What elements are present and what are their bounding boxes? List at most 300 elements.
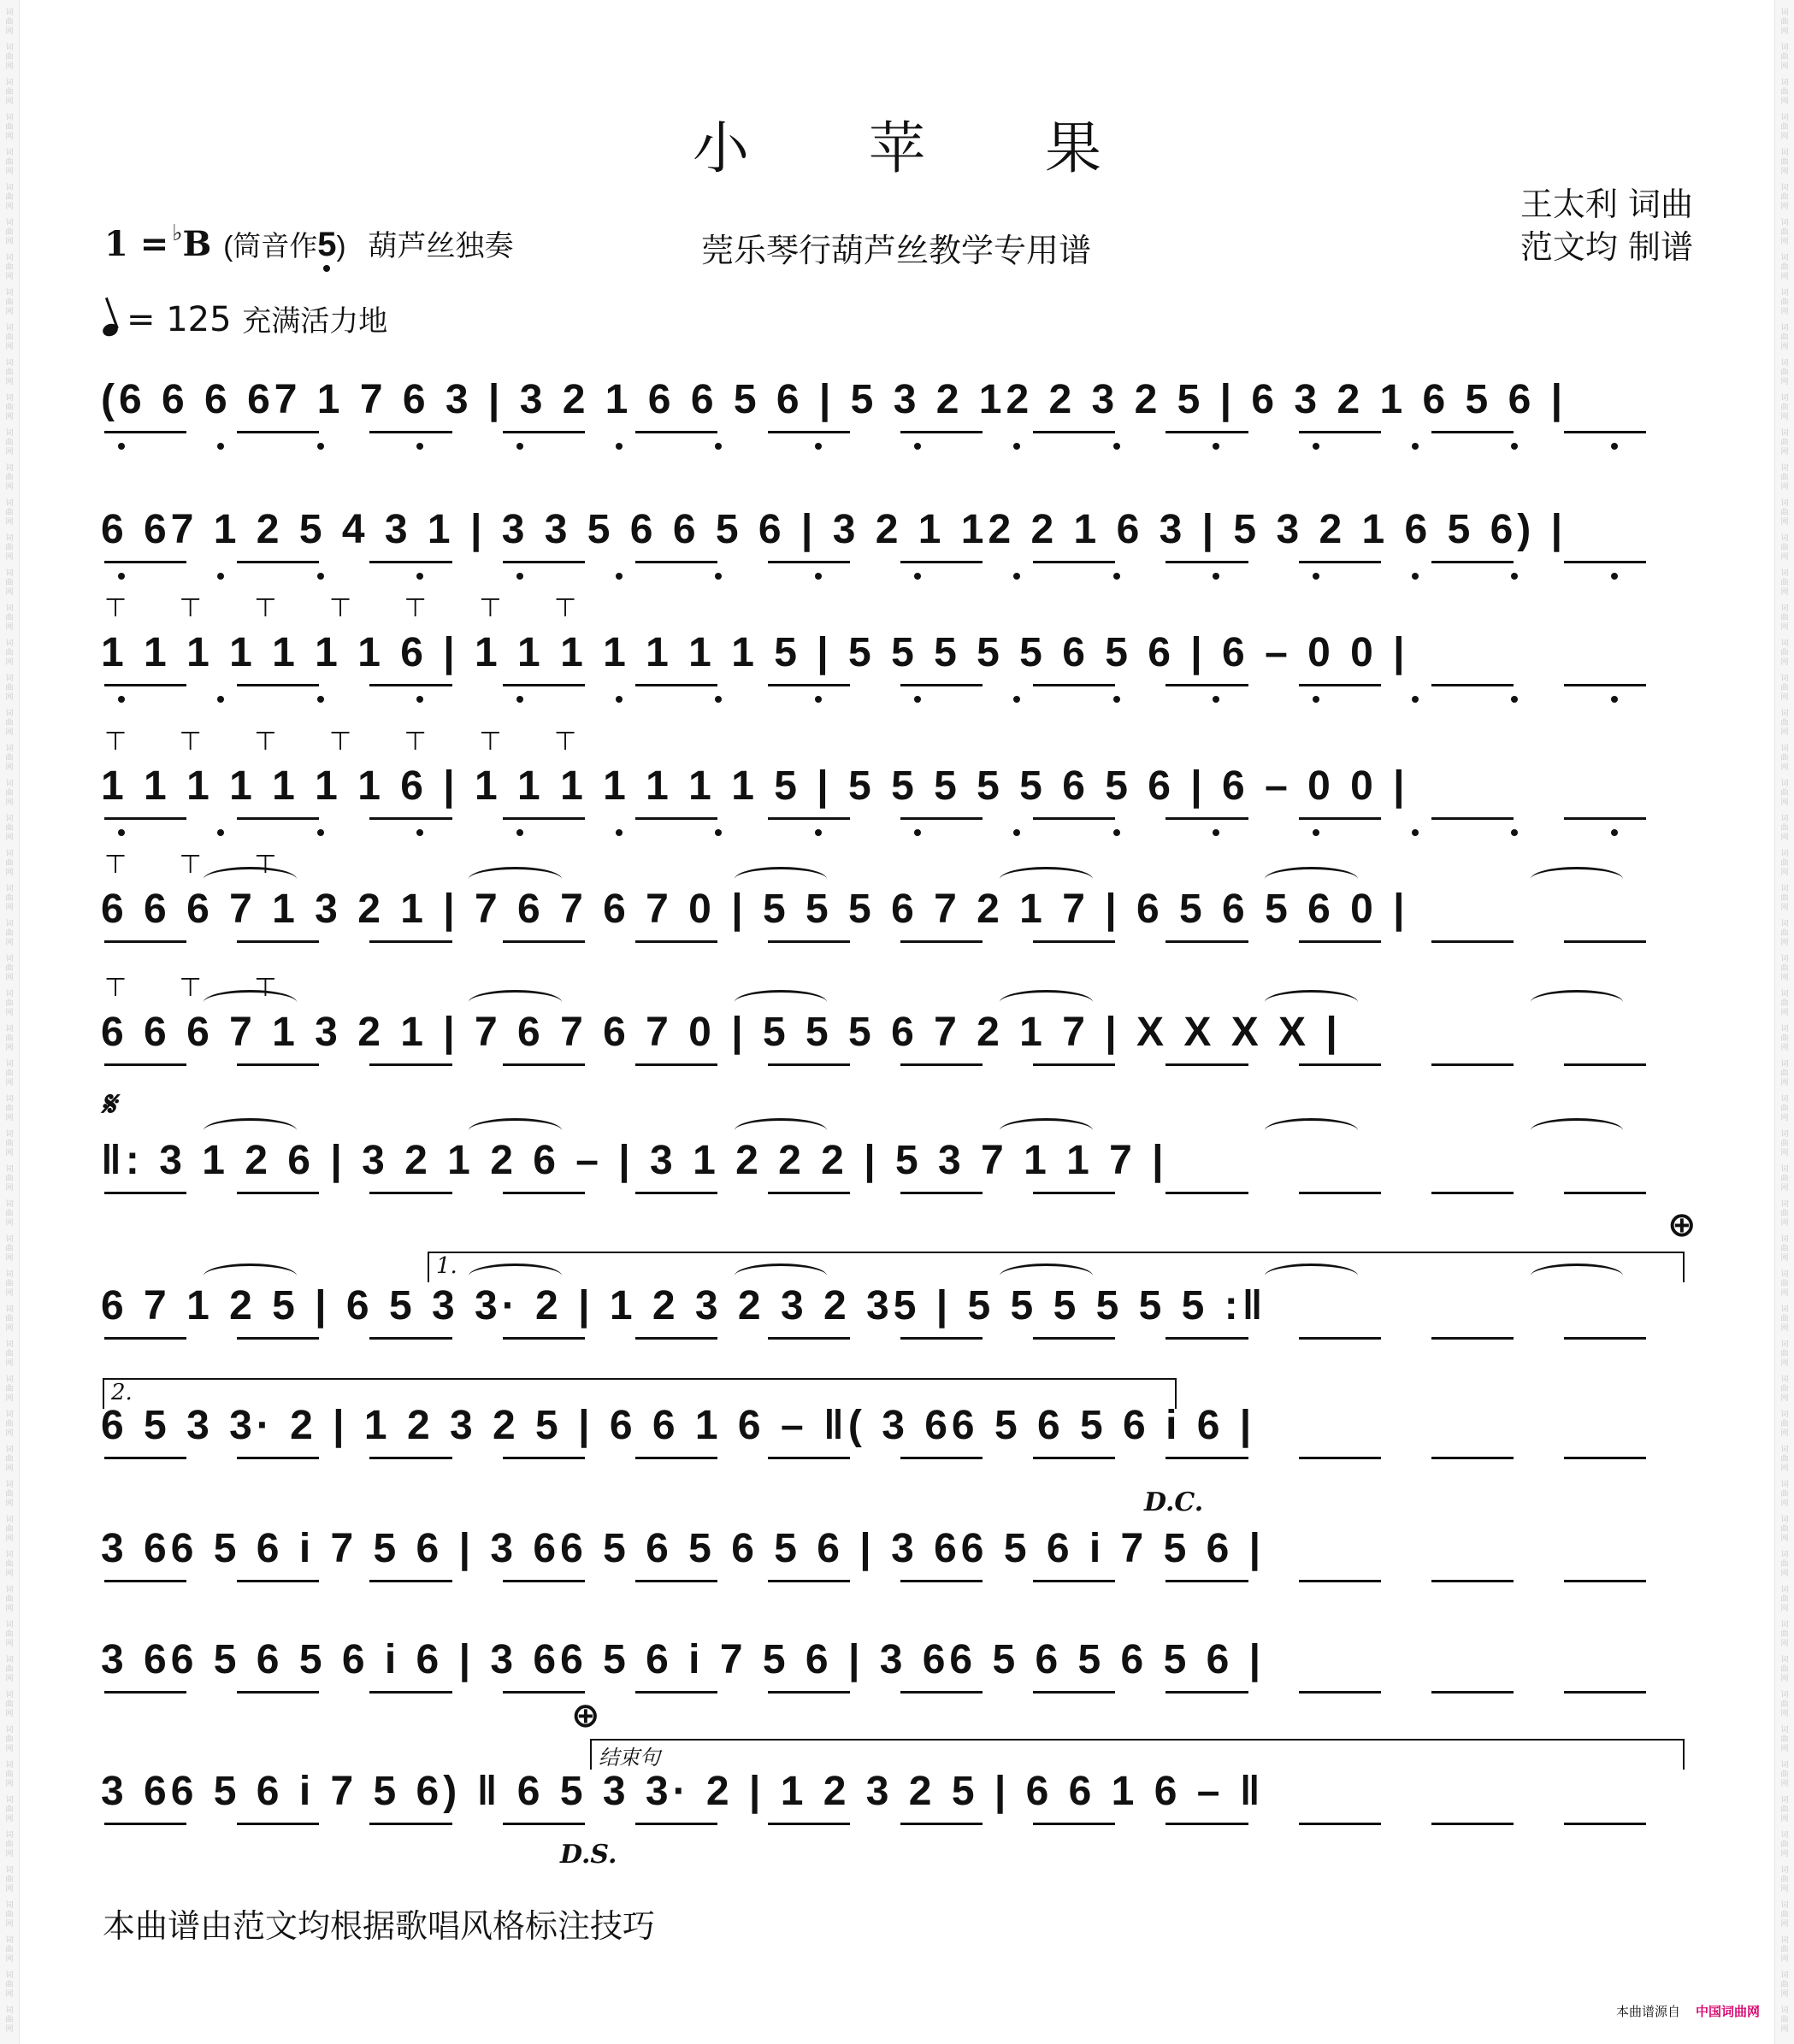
score-line xyxy=(101,1525,1693,1619)
octave-dot xyxy=(217,573,224,580)
beam-line xyxy=(635,684,717,686)
beam-line xyxy=(369,1063,451,1066)
octave-dot xyxy=(815,443,822,450)
watermark-text: 词 曲 网 xyxy=(1780,1866,1789,1894)
ending-1-label: 1. xyxy=(436,1253,457,1279)
beam-line xyxy=(503,940,585,943)
beam-line xyxy=(1564,561,1646,563)
slur xyxy=(1265,990,1358,1015)
watermark-text: 词 曲 网 xyxy=(1780,955,1789,982)
watermark-text: 词 曲 网 xyxy=(5,1761,14,1788)
beam-line xyxy=(104,1580,186,1582)
beam-line xyxy=(1033,1063,1115,1066)
tempo-value: = 125 xyxy=(127,300,232,339)
watermark-text: 词 曲 网 xyxy=(1780,1340,1789,1368)
watermark-text: 词 曲 网 xyxy=(5,79,14,106)
beam-line xyxy=(369,684,451,686)
beam-line xyxy=(1299,1457,1381,1459)
beam-line xyxy=(104,431,186,433)
beam-line xyxy=(1166,684,1248,686)
notation-text: (6 6 6 67 1 7 6 3 | 3 2 1 6 6 5 6 | 5 3 2 12 2 3 2 5 | 6 3 2 1 6 5 6 | xyxy=(101,377,1567,422)
beam-line xyxy=(104,1337,186,1340)
beam-line xyxy=(1299,817,1381,820)
beam-line xyxy=(104,1192,186,1194)
lyricist-composer: 王太利 词曲 xyxy=(1520,186,1693,223)
beam-line xyxy=(1564,684,1646,686)
octave-dot xyxy=(416,573,423,580)
quarter-note-icon xyxy=(101,321,120,338)
beam-line xyxy=(635,817,717,820)
beam-line xyxy=(1033,817,1115,820)
watermark-text: 词 曲 网 xyxy=(1780,499,1789,527)
watermark-text: 词 曲 网 xyxy=(1780,1095,1789,1122)
watermark-text: 词 曲 网 xyxy=(5,1516,14,1543)
octave-dot xyxy=(1213,696,1219,703)
tempo-text: 充满活力地 xyxy=(242,304,388,339)
beam-line xyxy=(237,1192,319,1194)
beam-line xyxy=(503,1063,585,1066)
octave-dot xyxy=(914,573,921,580)
octave-dot xyxy=(1611,696,1618,703)
slur xyxy=(204,990,297,1015)
beam-line xyxy=(635,1580,717,1582)
beam-line xyxy=(369,1823,451,1825)
octave-dot xyxy=(1313,696,1319,703)
watermark-text: 词 曲 网 xyxy=(1780,534,1789,562)
watermark-text: 词 曲 网 xyxy=(5,394,14,421)
beam-line xyxy=(1564,431,1646,433)
octave-dot xyxy=(317,696,324,703)
watermark-text: 词 曲 网 xyxy=(5,674,14,702)
octave-dot xyxy=(815,829,822,836)
beam-line xyxy=(1564,817,1646,820)
beam-line xyxy=(237,684,319,686)
watermark-text: 词 曲 网 xyxy=(1780,920,1789,947)
beam-line xyxy=(237,1691,319,1694)
beam-line xyxy=(1431,1580,1514,1582)
octave-dot xyxy=(1511,829,1518,836)
score-line xyxy=(101,506,1693,600)
beam-line xyxy=(900,1580,983,1582)
source-site-link[interactable]: 中国词曲网 xyxy=(1695,2004,1760,2019)
watermark-text: 词 曲 网 xyxy=(5,44,14,71)
beam-line xyxy=(104,684,186,686)
beam-line xyxy=(768,684,850,686)
watermark-text: 词 曲 网 xyxy=(1780,289,1789,316)
beam-line xyxy=(768,1063,850,1066)
watermark-text: 词 曲 网 xyxy=(1780,1901,1789,1929)
watermark-text: 词 曲 网 xyxy=(5,1656,14,1683)
watermark-text: 词 曲 网 xyxy=(1780,1411,1789,1438)
watermark-text: 词 曲 网 xyxy=(5,114,14,141)
beam-line xyxy=(1033,940,1115,943)
watermark-text: 词 曲 网 xyxy=(5,1095,14,1122)
beam-line xyxy=(635,561,717,563)
octave-dot xyxy=(416,696,423,703)
watermark-text: 词 曲 网 xyxy=(1780,1270,1789,1298)
beam-line xyxy=(1299,1691,1381,1694)
watermark-text: 词 曲 网 xyxy=(1780,149,1789,176)
slur xyxy=(1000,990,1093,1015)
beam-line xyxy=(1564,1457,1646,1459)
watermark-text: 词 曲 网 xyxy=(5,780,14,807)
beam-line xyxy=(900,1337,983,1340)
watermark-text: 词 曲 网 xyxy=(5,955,14,982)
score-line xyxy=(101,850,1693,980)
octave-dot xyxy=(1611,829,1618,836)
slur xyxy=(735,1118,828,1143)
beam-line xyxy=(1431,1337,1514,1340)
watermark-text: 词 曲 网 xyxy=(1780,639,1789,667)
source-credit xyxy=(1616,2002,1760,2020)
slur xyxy=(735,990,828,1015)
slur xyxy=(204,1118,297,1143)
slur xyxy=(1531,990,1624,1015)
notation-text: 6 6 6 7 1 3 2 1 | 7 6 7 6 7 0 | 5 5 5 6 7 2 1 7 | X X X X | xyxy=(101,1010,1342,1055)
watermark-text: 词 曲 网 xyxy=(5,1586,14,1613)
beam-line xyxy=(237,1457,319,1459)
watermark-text: 词 曲 网 xyxy=(5,1235,14,1263)
watermark-text: 词 曲 网 xyxy=(1780,114,1789,141)
octave-dot xyxy=(1313,829,1319,836)
watermark-text: 词 曲 网 xyxy=(5,1375,14,1403)
beam-line xyxy=(503,1580,585,1582)
beam-line xyxy=(1299,1063,1381,1066)
watermark-text: 词 曲 网 xyxy=(5,2006,14,2034)
watermark-text: 词 曲 网 xyxy=(5,569,14,597)
notation-text: 3 66 5 6 i 7 5 6) ‖ 6 5 3 3· 2 | 1 2 3 2 5 | 6 6 1 6 – ‖ xyxy=(101,1769,1265,1814)
ending-2-label: 2. xyxy=(111,1380,133,1405)
slur xyxy=(1265,867,1358,892)
score-line xyxy=(101,1402,1693,1496)
beam-line xyxy=(1299,1192,1381,1194)
beam-line xyxy=(1166,1063,1248,1066)
left-watermark-strip xyxy=(0,0,20,2044)
watermark-text: 词 曲 网 xyxy=(1780,1516,1789,1543)
ending-2-bracket xyxy=(103,1378,1177,1409)
beam-line xyxy=(237,431,319,433)
beam-line xyxy=(237,940,319,943)
octave-dot xyxy=(516,829,523,836)
beam-line xyxy=(369,940,451,943)
dc-marking: D.C. xyxy=(1144,1487,1204,1517)
octave-dot xyxy=(1511,443,1518,450)
beam-line xyxy=(503,1823,585,1825)
beam-line xyxy=(768,1337,850,1340)
ending-final-bracket xyxy=(590,1739,1685,1770)
watermark-text: 词 曲 网 xyxy=(5,359,14,386)
watermark-text: 词 曲 网 xyxy=(1780,1446,1789,1473)
slur xyxy=(1531,867,1624,892)
watermark-text: 词 曲 网 xyxy=(1780,674,1789,702)
beam-line xyxy=(1166,1337,1248,1340)
key-signature xyxy=(104,221,513,264)
watermark-text: 词 曲 网 xyxy=(1780,1621,1789,1648)
octave-dot xyxy=(118,696,125,703)
beam-line xyxy=(369,1457,451,1459)
watermark-text: 词 曲 网 xyxy=(1780,604,1789,632)
watermark-text: 词 曲 网 xyxy=(5,604,14,632)
beam-line xyxy=(104,1457,186,1459)
ds-marking: D.S. xyxy=(560,1840,617,1870)
watermark-text: 词 曲 网 xyxy=(1780,1375,1789,1403)
beam-line xyxy=(768,1691,850,1694)
octave-dot xyxy=(914,443,921,450)
slur xyxy=(735,867,828,892)
watermark-text: 词 曲 网 xyxy=(1780,569,1789,597)
octave-dot xyxy=(118,573,125,580)
watermark-text: 词 曲 网 xyxy=(1780,44,1789,71)
beam-line xyxy=(1299,561,1381,563)
slur xyxy=(204,1264,297,1288)
beam-line xyxy=(1166,1580,1248,1582)
octave-dot xyxy=(217,443,224,450)
beam-line xyxy=(503,684,585,686)
watermark-text: 词 曲 网 xyxy=(1780,1305,1789,1333)
score-line xyxy=(101,1282,1693,1376)
watermark-text: 词 曲 网 xyxy=(1780,359,1789,386)
beam-line xyxy=(768,1580,850,1582)
watermark-text: 词 曲 网 xyxy=(1780,990,1789,1017)
watermark-text: 词 曲 网 xyxy=(1780,1656,1789,1683)
notation-text: 6 6 6 7 1 3 2 1 | 7 6 7 6 7 0 | 5 5 5 6 7 2 1 7 | 6 5 6 5 6 0 | xyxy=(101,887,1409,932)
watermark-text: 词 曲 网 xyxy=(1780,79,1789,106)
watermark-text: 词 曲 网 xyxy=(5,1270,14,1298)
octave-dot xyxy=(616,696,623,703)
ending-final-label: 结束句 xyxy=(599,1746,660,1770)
beam-line xyxy=(1166,1457,1248,1459)
flat-sign-icon: ♭ xyxy=(172,221,183,246)
watermark-text: 词 曲 网 xyxy=(5,464,14,492)
beam-line xyxy=(1431,1063,1514,1066)
watermark-text: 词 曲 网 xyxy=(1780,184,1789,211)
beam-line xyxy=(1431,431,1514,433)
arranger: 范文均 制谱 xyxy=(1520,228,1693,266)
watermark-text: 词 曲 网 xyxy=(1780,1165,1789,1193)
tempo-marking xyxy=(103,297,387,339)
watermark-text: 词 曲 网 xyxy=(5,1411,14,1438)
watermark-text: 词 曲 网 xyxy=(1780,1130,1789,1157)
watermark-text: 词 曲 网 xyxy=(1780,745,1789,772)
beam-line xyxy=(104,1063,186,1066)
watermark-text: 词 曲 网 xyxy=(5,885,14,912)
watermark-text: 词 曲 网 xyxy=(5,1130,14,1157)
octave-dot xyxy=(914,696,921,703)
tonguing-marks: ⊤ ⊤ ⊤ ⊤ ⊤ ⊤ ⊤ xyxy=(104,727,599,757)
beam-line xyxy=(1431,561,1514,563)
octave-dot xyxy=(815,696,822,703)
octave-dot xyxy=(1013,443,1020,450)
slur xyxy=(1000,867,1093,892)
octave-dot xyxy=(815,573,822,580)
beam-line xyxy=(1431,1457,1514,1459)
watermark-text: 词 曲 网 xyxy=(1780,394,1789,421)
beam-line xyxy=(1166,1691,1248,1694)
watermark-text: 词 曲 网 xyxy=(5,1481,14,1508)
tonguing-marks: ⊤ ⊤ ⊤ ⊤ ⊤ ⊤ ⊤ xyxy=(104,593,599,623)
watermark-text: 词 曲 网 xyxy=(1780,219,1789,246)
notation-text: 6 67 1 2 5 4 3 1 | 3 3 5 6 6 5 6 | 3 2 1 12 2 1 6 3 | 5 3 2 1 6 5 6) | xyxy=(101,507,1567,552)
key-paren-note: 5 xyxy=(317,226,337,263)
beam-line xyxy=(104,940,186,943)
octave-dot xyxy=(317,573,324,580)
octave-dot xyxy=(317,829,324,836)
watermark-text: 词 曲 网 xyxy=(1780,1025,1789,1052)
watermark-text: 词 曲 网 xyxy=(1780,1200,1789,1228)
watermark-text: 词 曲 网 xyxy=(5,1025,14,1052)
watermark-text: 词 曲 网 xyxy=(5,710,14,737)
beam-line xyxy=(237,561,319,563)
watermark-text: 词 曲 网 xyxy=(5,990,14,1017)
watermark-text: 词 曲 网 xyxy=(5,1551,14,1578)
beam-line xyxy=(1033,1337,1115,1340)
beam-line xyxy=(1431,940,1514,943)
beam-line xyxy=(237,1580,319,1582)
octave-dot xyxy=(1213,573,1219,580)
watermark-text: 词 曲 网 xyxy=(1780,1551,1789,1578)
beam-line xyxy=(1564,1192,1646,1194)
watermark-text: 词 曲 网 xyxy=(5,1936,14,1964)
score-line xyxy=(101,376,1693,470)
octave-dot xyxy=(715,573,722,580)
beam-line xyxy=(1564,1580,1646,1582)
beam-line xyxy=(900,1457,983,1459)
notation-text: 3 66 5 6 5 6 i 6 | 3 66 5 6 i 7 5 6 | 3 66 5 6 5 6 5 6 | xyxy=(101,1637,1266,1682)
octave-dot xyxy=(1013,829,1020,836)
beam-line xyxy=(369,817,451,820)
beam-line xyxy=(503,561,585,563)
watermark-text: 词 曲 网 xyxy=(1780,1726,1789,1753)
octave-dot xyxy=(914,829,921,836)
watermark-text: 词 曲 网 xyxy=(5,815,14,842)
notation-text: 3 66 5 6 i 7 5 6 | 3 66 5 6 5 6 5 6 | 3 66 5 6 i 7 5 6 | xyxy=(101,1526,1266,1571)
beam-line xyxy=(1564,1691,1646,1694)
watermark-text: 词 曲 网 xyxy=(5,1340,14,1368)
beam-line xyxy=(1299,940,1381,943)
beam-line xyxy=(1564,940,1646,943)
beam-line xyxy=(768,1192,850,1194)
slur xyxy=(469,867,562,892)
beam-line xyxy=(237,1823,319,1825)
beam-line xyxy=(1033,1580,1115,1582)
octave-dot xyxy=(1113,443,1120,450)
watermark-text: 词 曲 网 xyxy=(5,1971,14,1999)
beam-line xyxy=(635,1192,717,1194)
octave-dot xyxy=(1113,829,1120,836)
slur xyxy=(204,867,297,892)
beam-line xyxy=(635,940,717,943)
watermark-text: 词 曲 网 xyxy=(5,289,14,316)
score-line xyxy=(101,1636,1693,1730)
notation-text: 6 7 1 2 5 | 6 5 3 3· 2 | 1 2 3 2 3 2 35 | 5 5 5 5 5 5 :‖ xyxy=(101,1283,1267,1328)
watermark-text: 词 曲 网 xyxy=(1780,1586,1789,1613)
beam-line xyxy=(104,561,186,563)
watermark-text: 词 曲 网 xyxy=(1780,1060,1789,1087)
watermark-text: 词 曲 网 xyxy=(5,1165,14,1193)
watermark-text: 词 曲 网 xyxy=(5,1060,14,1087)
beam-line xyxy=(768,431,850,433)
beam-line xyxy=(900,1063,983,1066)
octave-dot xyxy=(516,573,523,580)
watermark-text: 词 曲 网 xyxy=(1780,1971,1789,1999)
beam-line xyxy=(1033,684,1115,686)
octave-dot xyxy=(118,829,125,836)
beam-line xyxy=(900,431,983,433)
octave-dot xyxy=(1113,696,1120,703)
beam-line xyxy=(1033,1457,1115,1459)
watermark-text: 词 曲 网 xyxy=(1780,1936,1789,1964)
octave-dot xyxy=(217,829,224,836)
beam-line xyxy=(635,431,717,433)
watermark-text: 词 曲 网 xyxy=(5,324,14,351)
segno-icon: 𝄋 xyxy=(101,1084,116,1124)
tonguing-marks: ⊤ ⊤ ⊤ xyxy=(104,850,299,880)
octave-dot xyxy=(516,696,523,703)
watermark-text: 词 曲 网 xyxy=(5,149,14,176)
score-line xyxy=(101,1137,1693,1231)
beam-line xyxy=(635,1063,717,1066)
beam-line xyxy=(104,1691,186,1694)
watermark-text: 词 曲 网 xyxy=(1780,324,1789,351)
beam-line xyxy=(104,1823,186,1825)
beam-line xyxy=(369,1580,451,1582)
beam-line xyxy=(635,1337,717,1340)
beam-line xyxy=(900,817,983,820)
watermark-text: 词 曲 网 xyxy=(5,639,14,667)
beam-line xyxy=(503,1457,585,1459)
beam-line xyxy=(1033,431,1115,433)
beam-line xyxy=(1431,1823,1514,1825)
octave-dot xyxy=(516,443,523,450)
beam-line xyxy=(1033,1823,1115,1825)
subtitle: 莞乐琴行葫芦丝教学专用谱 xyxy=(701,232,1092,269)
watermark-text: 词 曲 网 xyxy=(5,184,14,211)
score-line xyxy=(101,973,1693,1103)
beam-line xyxy=(1431,817,1514,820)
notation-text: 1 1 1 1 1 1 1 6 | 1 1 1 1 1 1 1 5 | 5 5 5 5 5 6 5 6 | 6 – 0 0 | xyxy=(101,763,1409,809)
beam-line xyxy=(900,1691,983,1694)
watermark-text: 词 曲 网 xyxy=(1780,429,1789,457)
watermark-text: 词 曲 网 xyxy=(1780,9,1789,36)
beam-line xyxy=(237,1063,319,1066)
key-label: 1 = xyxy=(104,224,169,264)
beam-line xyxy=(503,1691,585,1694)
octave-dot xyxy=(1611,443,1618,450)
slur xyxy=(1000,1118,1093,1143)
watermark-text: 词 曲 网 xyxy=(5,499,14,527)
beam-line xyxy=(1033,561,1115,563)
octave-dot xyxy=(1611,573,1618,580)
watermark-text: 词 曲 网 xyxy=(5,745,14,772)
beam-line xyxy=(1299,431,1381,433)
watermark-text: 词 曲 网 xyxy=(1780,2006,1789,2034)
octave-dot xyxy=(1213,443,1219,450)
key-paren-close: ) xyxy=(336,230,346,262)
watermark-text: 词 曲 网 xyxy=(5,1200,14,1228)
notation-text: 6 5 3 3· 2 | 1 2 3 2 5 | 6 6 1 6 – ‖( 3 66 5 6 5 6 i 6 | xyxy=(101,1403,1256,1448)
octave-dot xyxy=(1313,573,1319,580)
octave-dot xyxy=(1013,573,1020,580)
beam-line xyxy=(1299,684,1381,686)
watermark-text: 词 曲 网 xyxy=(1780,254,1789,281)
watermark-text: 词 曲 网 xyxy=(1780,1235,1789,1263)
octave-dot xyxy=(317,443,324,450)
beam-line xyxy=(900,1192,983,1194)
octave-dot xyxy=(217,696,224,703)
beam-line xyxy=(237,817,319,820)
watermark-text: 词 曲 网 xyxy=(1780,815,1789,842)
notation-text: ‖: 3 1 2 6 | 3 2 1 2 6 – | 3 1 2 2 2 | 5 3 7 1 1 7 | xyxy=(101,1138,1168,1183)
